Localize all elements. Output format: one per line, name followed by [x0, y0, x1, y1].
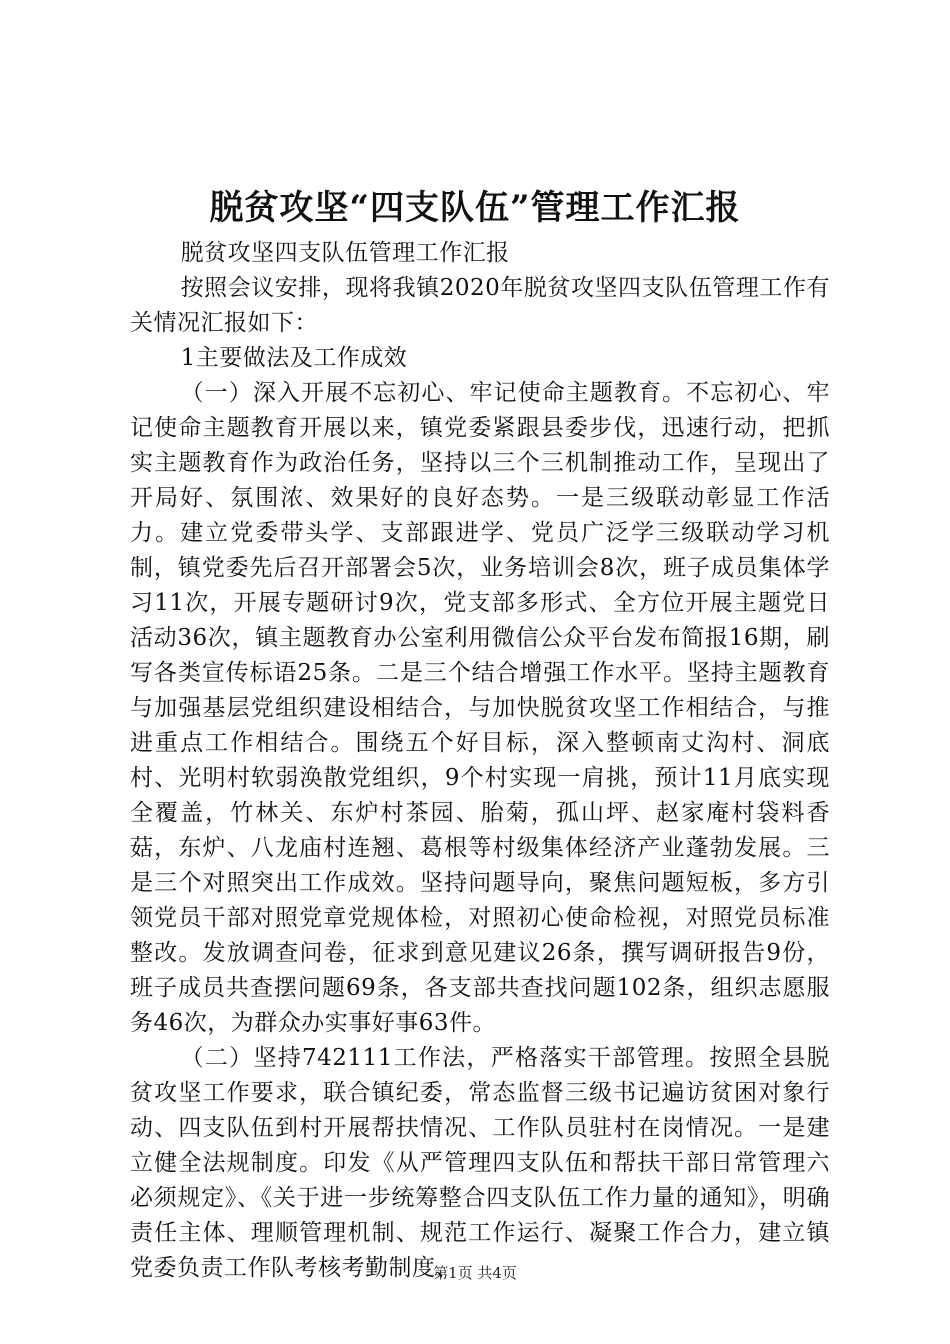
document-title: 脱贫攻坚“四支队伍”管理工作汇报 [209, 188, 741, 228]
section-heading: 1主要做法及工作成效 [180, 345, 408, 371]
subtitle-paragraph: 脱贫攻坚四支队伍管理工作汇报 [180, 240, 510, 266]
section-two-paragraph: （二）坚持742111工作法，严格落实干部管理。按照全县脱贫攻坚工作要求，联合镇纪委，常态监督三级书记遍访贫困对象行动、四支队伍到村开展帮扶情况、工作队员驻村在岗情况。一是建立健全法规制度。印发《从严管理四支队伍和帮扶干部日常管理六必须规定》、《关于进一步统筹整合四支队伍工作力量的通知》，明确责任主体、理顺管理机制、规范工作运行、凝聚工作合力，建立镇党委负责工作队考核考勤制度、 [130, 1045, 830, 1281]
document-body [130, 236, 830, 1286]
section-one-paragraph: （一）深入开展不忘初心、牢记使命主题教育。不忘初心、牢记使命主题教育开展以来，镇党委紧跟县委步伐，迅速行动，把抓实主题教育作为政治任务，坚持以三个三机制推动工作，呈现出了开局好、氛围浓、效果好的良好态势。一是三级联动彰显工作活力。建立党委带头学、支部跟进学、党员广泛学三级联动学习机制，镇党委先后召开部署会5次，业务培训会8次，班子成员集体学习11次，开展专题研讨9次，党支部多形式、全方位开展主题党日活动36次，镇主题教育办公室利用微信公众平台发布简报16期，刷写各类宣传标语25条。二是三个结合增强工作水平。坚持主题教育与加强基层党组织建设相结合，与加快脱贫攻坚工作相结合，与推进重点工作相结合。围绕五个好目标，深入整顿南丈沟村、洞底村、光明村软弱涣散党组织，9个村实现一肩挑，预计11月底实现全覆盖，竹林关、东炉村茶园、胎菊，孤山坪、赵家庵村袋料香菇，东炉、八龙庙村连翘、葛根等村级集体经济产业蓬勃发展。三是三个对照突出工作成效。坚持问题导向，聚焦问题短板，多方引领党员干部对照党章党规体检，对照初心使命检视，对照党员标准整改。发放调查问卷，征求到意见建议26条，撰写调研报告9份，班子成员共查摆问题69条，各支部共查找问题102条，组织志愿服务46次，为群众办实事好事63件。 [130, 380, 830, 1036]
page-footer: 第1页 共4页 [433, 1264, 517, 1282]
intro-paragraph: 按照会议安排，现将我镇2020年脱贫攻坚四支队伍管理工作有关情况汇报如下： [130, 275, 830, 336]
